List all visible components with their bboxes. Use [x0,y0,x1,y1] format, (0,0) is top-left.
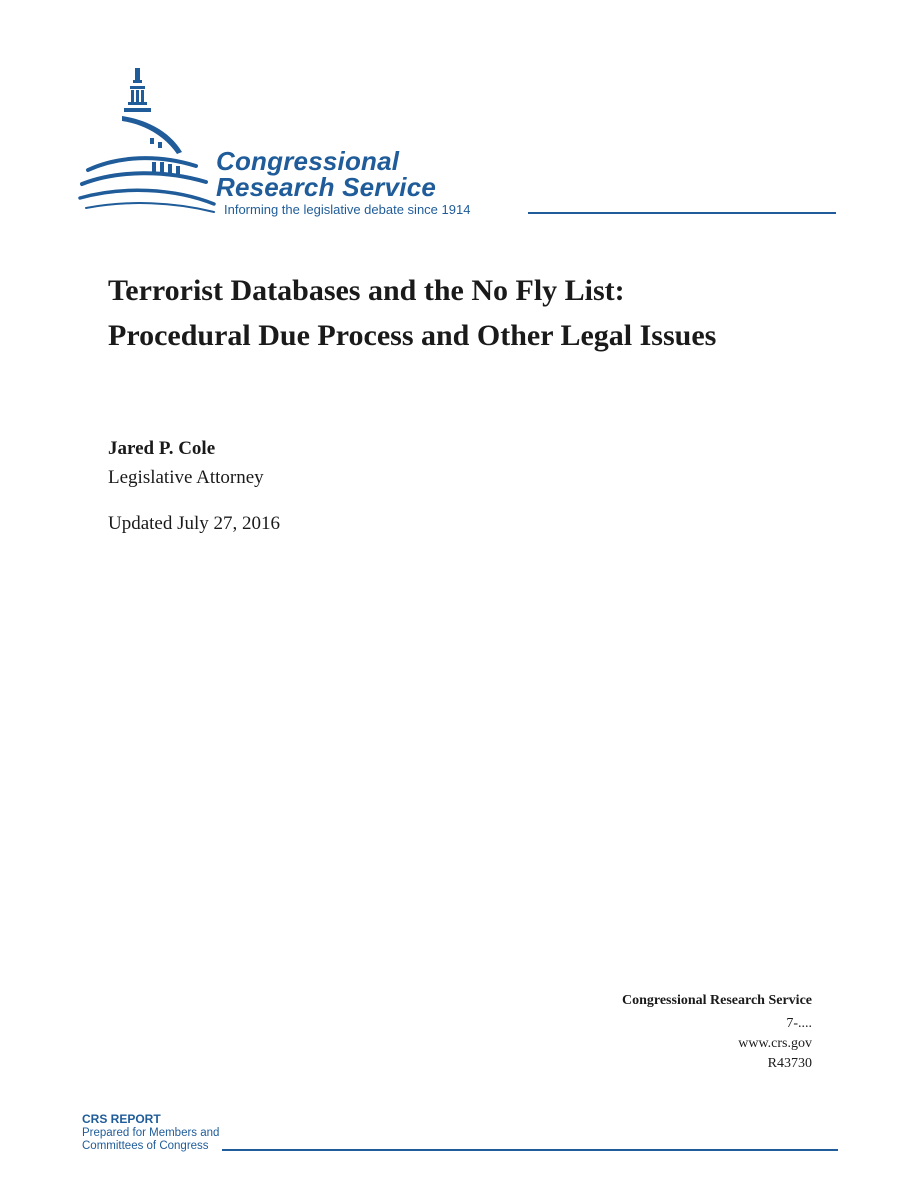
footer-divider [222,1149,838,1151]
capitol-dome-icon [78,66,218,216]
updated-date: Updated July 27, 2016 [108,513,281,534]
header-divider [528,212,836,214]
info-organization: Congressional Research Service [621,993,812,1008]
author-title: Legislative Attorney [108,467,264,488]
author-name: Jared P. Cole [108,438,216,459]
footer [82,1112,838,1156]
info-phone: 7-.... [786,1016,812,1031]
logo-org-line2: Research Service [216,172,437,202]
crs-logo [78,66,838,222]
footer-heading: CRS REPORT [82,1112,161,1126]
info-report-number: R43730 [767,1056,812,1071]
info-website: www.crs.gov [738,1036,812,1051]
report-info [622,992,812,1074]
report-title: Terrorist Databases and the No Fly List: Procedural Due Process and Other Legal Issues [108,274,717,352]
logo-org-line1: Congressional [216,146,400,176]
logo-tagline: Informing the legislative debate since 1914 [224,202,471,217]
footer-line-1: Prepared for Members and [82,1127,220,1139]
footer-line-2: Committees of Congress [82,1140,209,1152]
